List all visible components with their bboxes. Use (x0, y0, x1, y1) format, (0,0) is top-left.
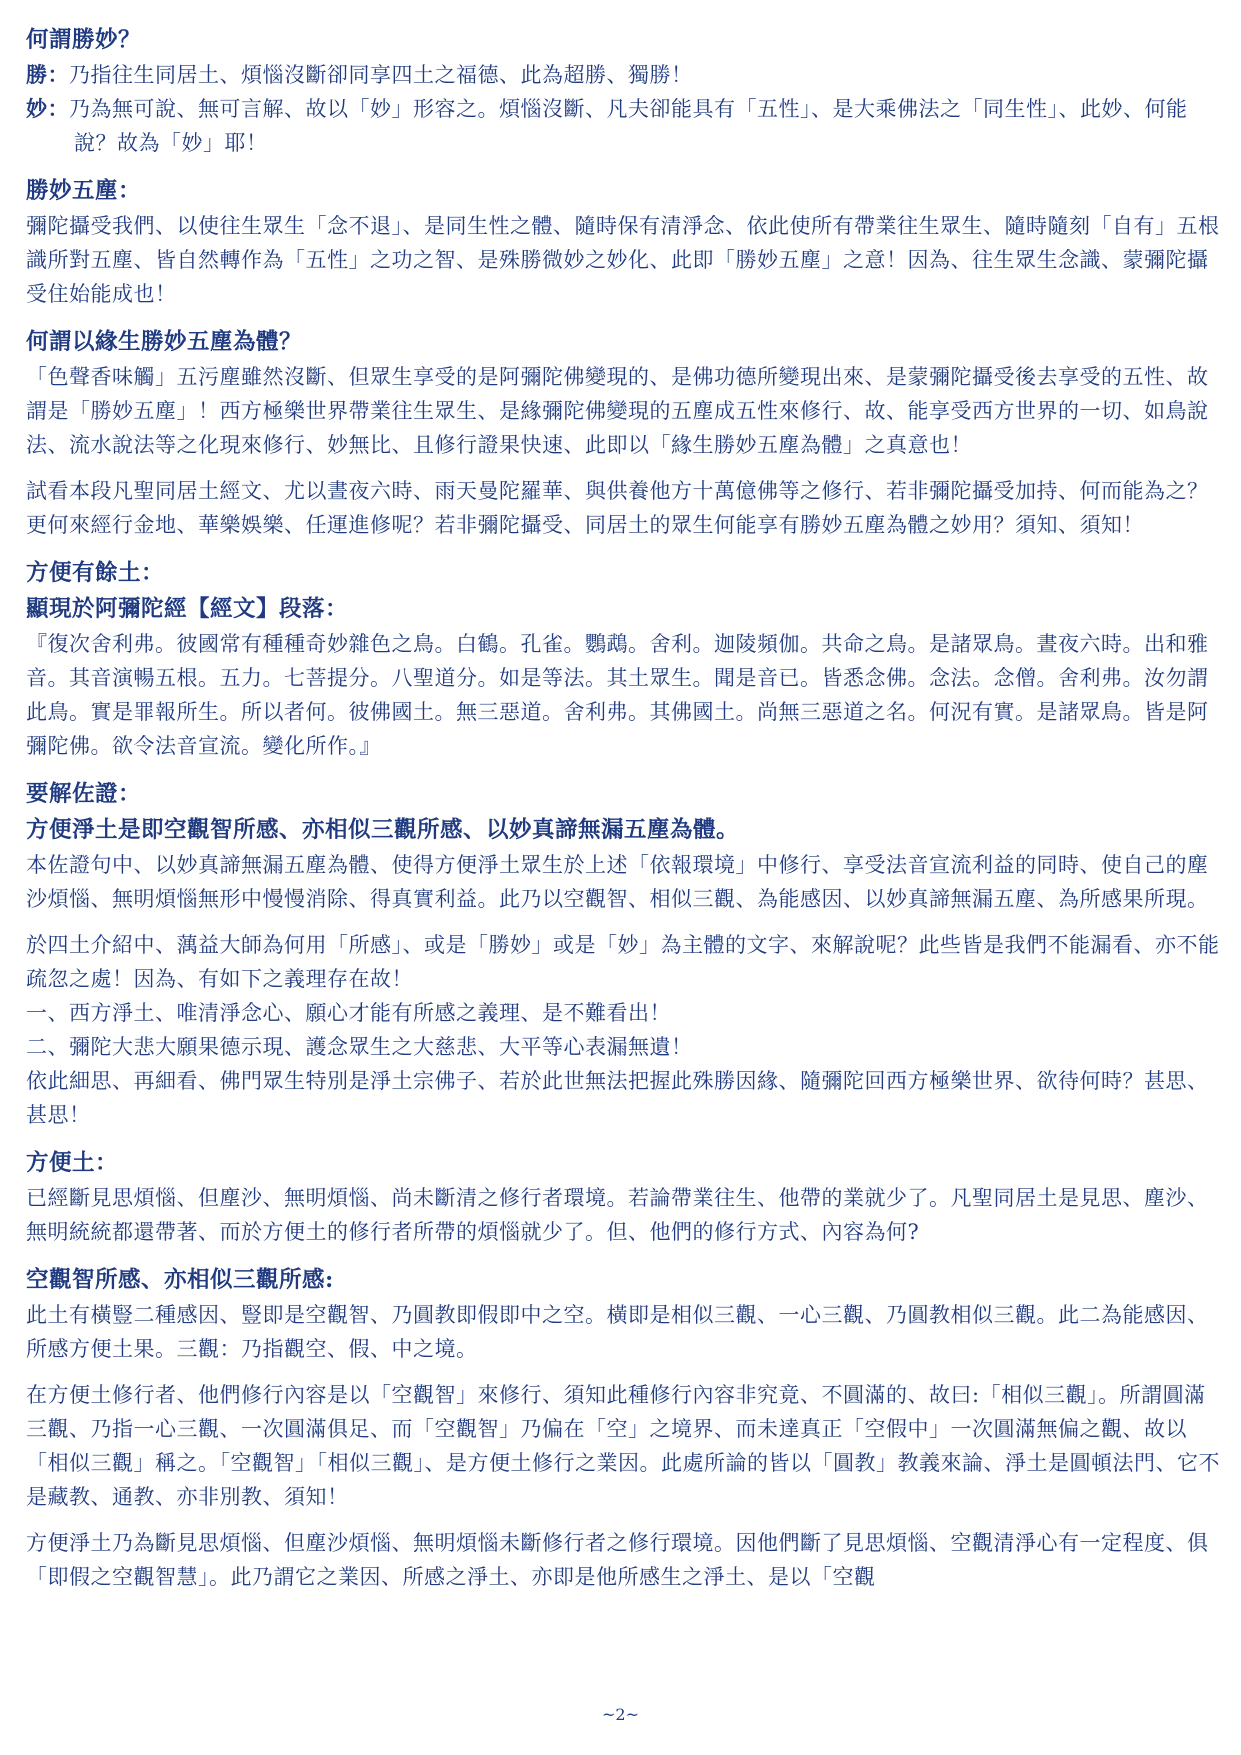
definition-sheng (26, 58, 1221, 92)
section-subtitle: 方便淨土是即空觀智所感、亦相似三觀所感、以妙真諦無漏五塵為體。 (26, 817, 740, 843)
section-title: 勝妙五塵： (26, 178, 142, 204)
section-subtitle: 顯現於阿彌陀經【經文】段落： (26, 596, 349, 622)
section-fangbian-tu (26, 1145, 1221, 1249)
sutra-quote: 『復次舍利弗。彼國常有種種奇妙雜色之鳥。白鶴。孔雀。鸚鵡。舍利。迦陵頻伽。共命之鳥。是諸眾鳥。晝夜六時。出和雅音。其音演暢五根。五力。七菩提分。八聖道分。如是等法。其土眾生。聞是音已。皆悉念佛。念法。念僧。舍利弗。汝勿謂此鳥。實是罪報所生。所以者何。彼佛國土。無三惡道。舍利弗。其佛國土。尚無三惡道之名。何況有實。是諸眾鳥。皆是阿彌陀佛。欲令法音宣流。變化所作。』 (26, 632, 1209, 758)
section-shengmiao-wuchen (26, 173, 1221, 311)
list-item: 二、彌陀大悲大願果德示現、護念眾生之大慈悲、大平等心表漏無遺！ (26, 1035, 693, 1059)
section-yaojie-zuozheng (26, 776, 1221, 1132)
section-what-is-shengmiao (26, 22, 1221, 160)
paragraph: 試看本段凡聖同居土經文、尤以晝夜六時、雨天曼陀羅華、與供養他方十萬億佛等之修行、若非彌陀攝受加持、何而能為之？更何來經行金地、華樂娛樂、任運進修呢？若非彌陀攝受、同居土的眾生何能享有勝妙五塵為體之妙用？須知、須知！ (26, 479, 1209, 537)
section-title: 方便土： (26, 1150, 119, 1176)
paragraph: 依此細思、再細看、佛門眾生特別是淨土宗佛子、若於此世無法把握此殊勝因緣、隨彌陀回西方極樂世界、欲待何時？甚思、甚思！ (26, 1069, 1209, 1127)
paragraph: 此土有橫豎二種感因、豎即是空觀智、乃圓教即假即中之空。橫即是相似三觀、一心三觀、乃圓教相似三觀。此二為能感因、所感方便土果。三觀：乃指觀空、假、中之境。 (26, 1303, 1209, 1361)
section-fangbian-youyu-tu (26, 555, 1221, 763)
definition-miao (26, 92, 1221, 160)
definition-term: 妙： (26, 96, 69, 121)
section-yuansheng-wuchen-wei-ti (26, 324, 1221, 542)
paragraph: 「色聲香味觸」五污塵雖然沒斷、但眾生享受的是阿彌陀佛變現的、是佛功德所變現出來、是蒙彌陀攝受後去享受的五性、故謂是「勝妙五塵」！西方極樂世界帶業往生眾生、是緣彌陀佛變現的五塵成五性來修行、故、能享受西方世界的一切、如鳥說法、流水說法等之化現來修行、妙無比、且修行證果快速、此即以「緣生勝妙五塵為體」之真意也！ (26, 365, 1209, 457)
definition-term: 勝： (26, 62, 69, 87)
section-title: 空觀智所感、亦相似三觀所感: (26, 1267, 334, 1293)
document-page (26, 22, 1221, 1607)
paragraph: 已經斷見思煩惱、但塵沙、無明煩惱、尚未斷清之修行者環境。若論帶業往生、他帶的業就少了。凡聖同居土是見思、塵沙、無明統統都還帶著、而於方便土的修行者所帶的煩惱就少了。但、他們的修行方式、內容為何? (26, 1186, 1209, 1244)
section-title: 何謂以緣生勝妙五塵為體？ (26, 329, 303, 355)
definition-text: 乃為無可說、無可言解、故以「妙」形容之。煩惱沒斷、凡夫卻能具有「五性」、是大乘佛法之「同生性」、此妙、何能說？故為「妙」耶！ (69, 97, 1188, 155)
paragraph: 本佐證句中、以妙真諦無漏五塵為體、使得方便淨土眾生於上述「依報環境」中修行、享受法音宣流利益的同時、使自己的塵沙煩惱、無明煩惱無形中慢慢消除、得真實利益。此乃以空觀智、相似三觀、為能感因、以妙真諦無漏五塵、為所感果所現。 (26, 853, 1209, 911)
page-number: ~2~ (602, 1705, 639, 1724)
paragraph: 於四土介紹中、蕅益大師為何用「所感」、或是「勝妙」或是「妙」為主體的文字、來解說呢？此些皆是我們不能漏看、亦不能疏忽之處！因為、有如下之義理存在故！ (26, 933, 1220, 991)
section-title: 何謂勝妙？ (26, 27, 142, 53)
section-title: 要解佐證： (26, 781, 142, 807)
paragraph: 方便淨土乃為斷見思煩惱、但塵沙煩惱、無明煩惱未斷修行者之修行環境。因他們斷了見思煩惱、空觀清淨心有一定程度、俱「即假之空觀智慧」。此乃謂它之業因、所感之淨土、亦即是他所感生之淨土、是以「空觀 (26, 1531, 1209, 1589)
paragraph: 在方便土修行者、他們修行內容是以「空觀智」來修行、須知此種修行內容非究竟、不圓滿的、故曰:「相似三觀」。所謂圓滿三觀、乃指一心三觀、一次圓滿俱足、而「空觀智」乃偏在「空」之境界、而未達真正「空假中」一次圓滿無偏之觀、故以「相似三觀」稱之。「空觀智」「相似三觀」、是方便土修行之業因。此處所論的皆以「圓教」教義來論、淨土是圓頓法門、它不是藏教、通教、亦非別教、須知！ (26, 1383, 1220, 1509)
section-title: 方便有餘土： (26, 560, 165, 586)
list-item: 一、西方淨土、唯清淨念心、願心才能有所感之義理、是不難看出！ (26, 1001, 671, 1025)
paragraph: 彌陀攝受我們、以使往生眾生「念不退」、是同生性之體、隨時保有清淨念、依此使所有帶業往生眾生、隨時隨刻「自有」五根識所對五塵、皆自然轉作為「五性」之功之智、是殊勝微妙之妙化、此即「勝妙五塵」之意！因為、往生眾生念識、蒙彌陀攝受住始能成也！ (26, 214, 1220, 306)
definition-text: 乃指往生同居土、煩惱沒斷卻同享四土之福德、此為超勝、獨勝！ (69, 63, 693, 87)
section-kongguanzhi-suogan (26, 1262, 1221, 1594)
